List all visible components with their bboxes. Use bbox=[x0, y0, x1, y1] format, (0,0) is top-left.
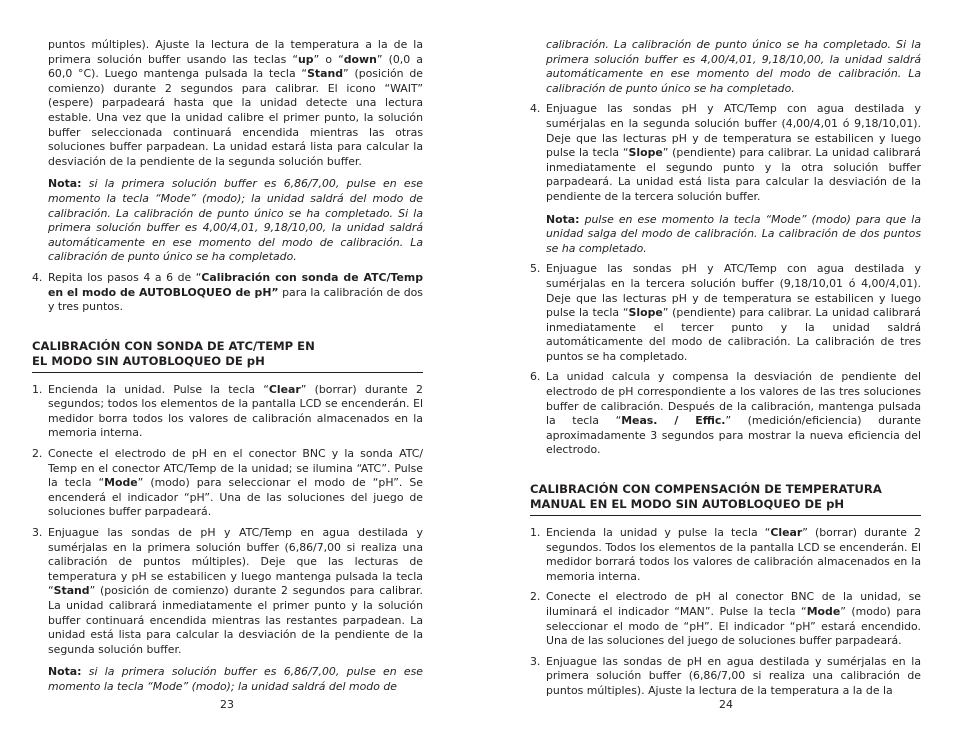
item-number: 1. bbox=[32, 382, 43, 396]
item-text: Repita los pasos 4 a 6 de “Calibración con sonda de ATC/Temp en el modo de AUTOBLOQUEO de pH” para la calibración de dos y tres puntos. bbox=[48, 270, 424, 314]
item-number: 6. bbox=[530, 370, 541, 384]
item-text: Encienda la unidad. Pulse la tecla “Clear” (borrar) durante 2 segundos; todos los elementos de la pantalla LCD se encenderán. El medidor borra todos los valores de calibración almacenados en la memoria interna. bbox=[48, 382, 423, 440]
section-heading: CALIBRACIÓN CON COMPENSACIÓN DE TEMPERATURA MANUAL EN EL MODO SIN AUTOBLOQUEO DE pH bbox=[530, 482, 921, 516]
section-heading: CALIBRACIÓN CON SONDA DE ATC/TEMP EN EL MODO SIN AUTOBLOQUEO DE pH bbox=[32, 339, 423, 373]
note-label: Nota: bbox=[546, 212, 580, 226]
list-item bbox=[32, 447, 423, 520]
right-page bbox=[530, 38, 921, 699]
page-number: 23 bbox=[220, 698, 234, 711]
list-item bbox=[530, 262, 921, 364]
item-number: 4. bbox=[32, 270, 43, 284]
item-number: 2. bbox=[530, 590, 541, 604]
note-text: si la primera solución buffer es 6,86/7,00, pulse en ese momento la tecla “Mode” (modo); la unidad saldrá del modo de bbox=[48, 665, 423, 693]
item-number: 4. bbox=[530, 102, 541, 116]
item-text: Enjuague las sondas de pH y ATC/Temp en agua destilada y sumérjalas en la primera solución buffer (6,86/7,00 si realiza una calibración de puntos múltiples). Deje que las lecturas de temperatura y pH se estabilicen y luego mantenga pulsada la tecla “Stand” (posición de comienzo) durante 2 segundos para calibrar. La unidad calibrará inmediatamente el primer punto y la solución buffer continuará encendida mientras las restantes parpadean. La unidad está lista para calcular la desviación de la pendiente de la segunda solución buffer. bbox=[48, 526, 423, 656]
note-label: Nota: bbox=[48, 177, 82, 191]
item-number: 3. bbox=[32, 526, 43, 540]
item-number: 1. bbox=[530, 526, 541, 540]
left-page bbox=[32, 38, 423, 695]
list-item bbox=[32, 271, 423, 315]
item-text: Enjuague las sondas pH y ATC/Temp con agua destilada y sumérjalas en la tercera solución buffer (9,18/10,01 ó 4,00/4,01). Deje que las lecturas pH y de temperatura se estabilicen y luego pulse la tecla “Slope” (pendiente) para calibrar. La unidad calibrará inmediatamente el tercer punto y la unidad saldrá automáticamente del modo de calibración. La calibración de tres puntos se ha completado. bbox=[546, 262, 921, 363]
note-label: Nota: bbox=[48, 665, 82, 679]
list-item bbox=[530, 370, 921, 458]
continued-paragraph: puntos múltiples). Ajuste la lectura de la temperatura a la de la primera solución buffer usando las teclas “up” o “down” (0,0 a 60,0 °C). Luego mantenga pulsada la tecla “Stand” (posición de comienzo) durante 2 segundos para calibrar. El icono “WAIT” (espere) parpadeará hasta que la unidad detecte una lectura estable. Una vez que la unidad calibre el primer punto, la solución buffer seleccionada continuará encendida mientras las otras soluciones buffer parpadean. La unidad estará lista para calcular la desviación de la pendiente de la segunda solución buffer. bbox=[48, 38, 423, 168]
note-block bbox=[530, 213, 921, 257]
list-item bbox=[530, 526, 921, 584]
item-text: Enjuague las sondas de pH en agua destilada y sumérjalas en la primera solución buffer (6,86/7,00 si realiza una calibración de puntos múltiples). Ajuste la lectura de la temperatura a la de la bbox=[546, 654, 921, 697]
item-text: Enjuague las sondas pH y ATC/Temp con agua destilada y sumérjalas en la segunda solución buffer (4,00/4,01 ó 9,18/10,01). Deje que las lecturas pH y de temperatura se estabilicen y luego pulse la tecla “Slope” (pendiente) para calibrar. La unidad calibrará inmediatamente el segundo punto y la otra solución buffer parpadeará. La unidad está lista para calcular la desviación de la pendiente de la tercera solución buffer. bbox=[546, 102, 921, 203]
item-number: 2. bbox=[32, 447, 43, 461]
note-block bbox=[32, 177, 423, 265]
list-item bbox=[530, 655, 921, 699]
list-item bbox=[530, 590, 921, 648]
note-block bbox=[32, 665, 423, 694]
continued-note: calibración. La calibración de punto único se ha completado. Si la primera solución buffer es 4,00/4,01, 9,18/10,00, la unidad saldrá automáticamente en ese momento del modo de calibración. La calibración de punto único se ha completado. bbox=[546, 38, 921, 95]
item-text: Conecte el electrodo de pH al conector BNC de la unidad, se iluminará el indicador “MAN”. Pulse la tecla “Mode” (modo) para seleccionar el modo de “pH”. El indicador “pH” estará encendido. Una de las soluciones del juego de soluciones buffer parpadeará. bbox=[546, 590, 921, 648]
note-text: si la primera solución buffer es 6,86/7,00, pulse en ese momento la tecla “Mode” (modo); la unidad saldrá del modo de calibración. La calibración de punto único se ha completado. Si la primera solución buffer es 4,00/4,01, 9,18/10,00, la unidad saldrá automáticamente en ese momento del modo de calibración. La calibración de punto único se ha completado. bbox=[48, 177, 423, 264]
list-item bbox=[32, 383, 423, 441]
numbered-list bbox=[32, 383, 423, 658]
list-item bbox=[32, 526, 423, 657]
page-number: 24 bbox=[719, 698, 733, 711]
numbered-list bbox=[530, 526, 921, 699]
note-text: pulse en ese momento la tecla “Mode” (modo) para que la unidad salga del modo de calibración. La calibración de dos puntos se ha completado. bbox=[546, 212, 921, 255]
list-item bbox=[530, 102, 921, 204]
item-number: 3. bbox=[530, 654, 541, 668]
item-number: 5. bbox=[530, 262, 541, 276]
item-text: Conecte el electrodo de pH en el conector BNC y la sonda ATC/ Temp en el conector ATC/Temp de la unidad; se ilumina “ATC”. Pulse la tecla “Mode” (modo) para seleccionar el modo de “pH”. Se encenderá el indicador “pH”. Una de las soluciones del juego de soluciones buffer parpadeará. bbox=[48, 447, 423, 519]
item-text: Encienda la unidad y pulse la tecla “Clear” (borrar) durante 2 segundos. Todos los elementos de la pantalla LCD se encenderán. El medidor borrará todos los valores de calibración almacenados en la memoria interna. bbox=[546, 526, 921, 583]
item-text: La unidad calcula y compensa la desviación de pendiente del electrodo de pH correspondiente a los valores de las tres soluciones buffer de calibración. Después de la calibración, mantenga pulsada la tecla “Meas. / Effic.” (medición/eficiencia) durante aproximadamente 3 segundos para mostrar la nueva eficiencia del electrodo. bbox=[546, 370, 921, 457]
